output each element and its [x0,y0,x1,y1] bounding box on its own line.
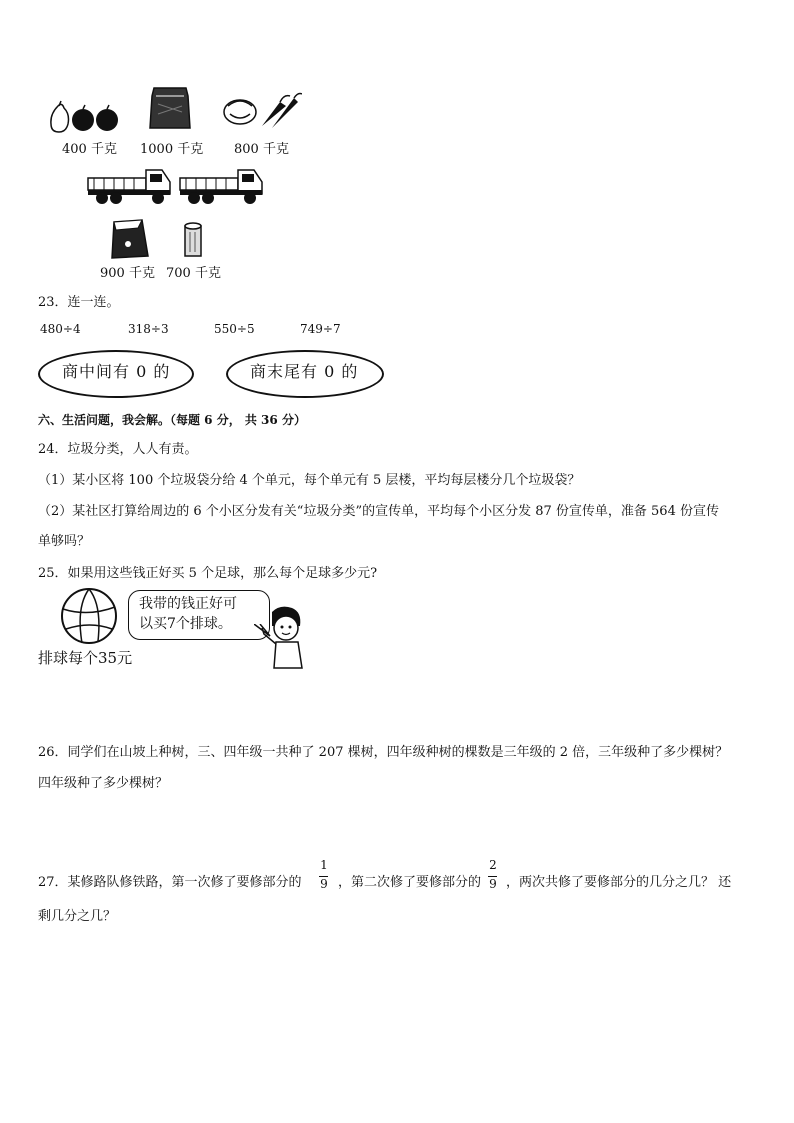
q23-expression: 480÷4 [40,322,81,336]
fraction-2-denominator: 9 [489,877,497,891]
q27-text-seg3: ，两次共修了要修部分的几分之几？ 还 [506,875,732,890]
can-icon [182,222,206,260]
q24-part2-line1: （2）某社区打算给周边的 6 个小区分发有关“垃圾分类”的宣传单，平均每个小区分发 87 份宣传单，准备 564 份宣传 [38,504,719,519]
q23-title: 23．连一连。 [38,295,120,310]
volleyball-icon [58,587,120,645]
sack-weight-label: 900 千克 [100,266,155,281]
q24-part1: （1）某小区将 100 个垃圾袋分给 4 个单元，每个单元有 5 层楼，平均每层楼分几个垃圾袋？ [38,473,581,488]
q26-line1: 26．同学们在山坡上种树，三、四年级一共种了 207 棵树，四年级种树的棵数是三年级的 2 倍，三年级种了多少棵树？ [38,745,729,760]
volleyball-price: 排球每个35元 [38,649,133,667]
q25-title: 25．如果用这些钱正好买 5 个足球，那么每个足球多少元? [38,566,378,581]
bag-weight-label: 1000 千克 [140,142,204,157]
oval-middle-zero-label: 商中间有 0 的 [62,362,171,381]
bubble-line2: 以买7个排球。 [139,616,232,632]
q26-line2: 四年级种了多少棵树？ [38,776,169,791]
q27-line2: 剩几分之几？ [38,909,117,924]
bag-icon [146,84,194,132]
can-weight-label: 700 千克 [166,266,221,281]
fruit-weight-label: 400 千克 [62,142,117,157]
q23-expression: 318÷3 [128,322,169,336]
fraction-1-numerator: 1 [320,858,328,872]
vegetables-icon [220,92,302,132]
q27-text-seg1: 27．某修路队修铁路，第一次修了要修部分的 [38,875,302,890]
vegetables-weight-label: 800 千克 [234,142,289,157]
q24-part2-line2: 单够吗？ [38,534,91,549]
truck-icon [178,166,266,206]
boy-icon [258,604,308,670]
q24-title: 24．垃圾分类，人人有责。 [38,442,198,457]
fruit-icon [48,100,120,134]
q23-expression: 749÷7 [300,322,341,336]
q27-text-seg2: ，第二次修了要修部分的 [338,875,482,890]
sack-icon [108,218,152,260]
q23-expression: 550÷5 [214,322,255,336]
section-heading: 六、生活问题，我会解。（每题 6 分， 共 36 分） [38,413,306,427]
fraction-2-numerator: 2 [489,858,497,872]
bubble-line1: 我带的钱正好可 [139,596,237,612]
fraction-1-denominator: 9 [320,877,328,891]
truck-icon [86,166,174,206]
oval-end-zero-label: 商末尾有 0 的 [250,362,359,381]
